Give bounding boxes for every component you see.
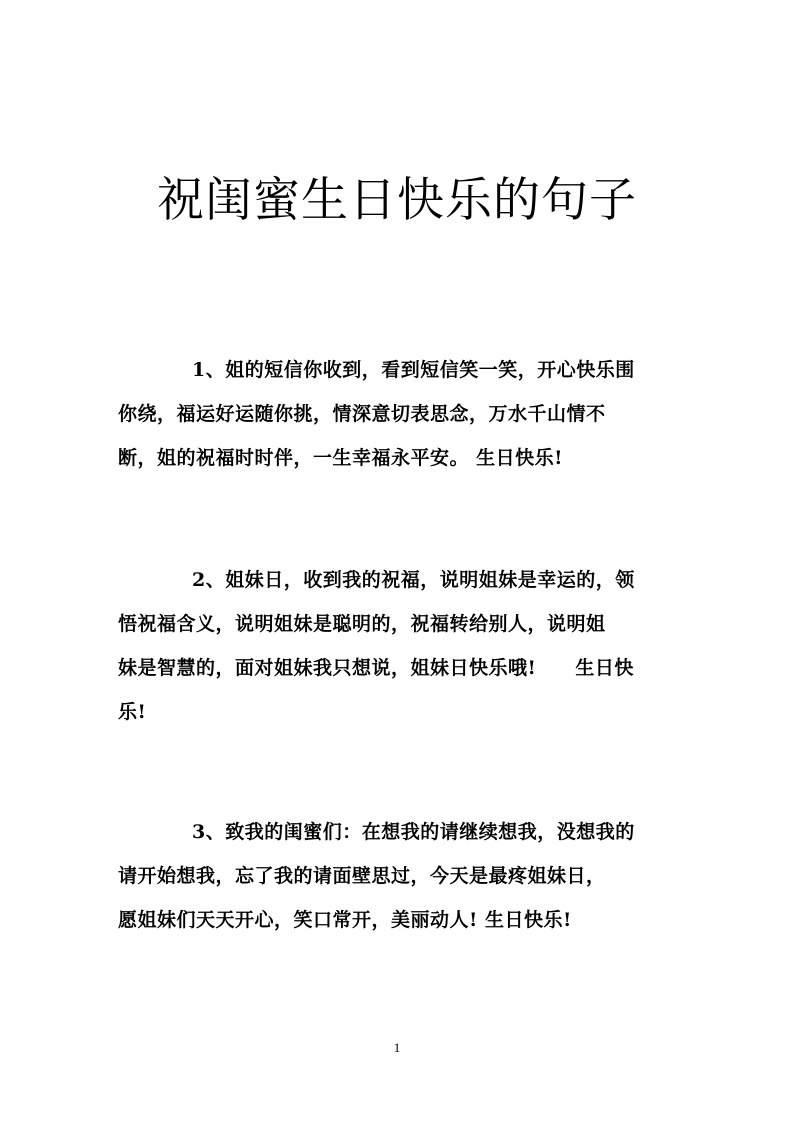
page-number: 1	[393, 1040, 401, 1055]
paragraph-1	[118, 348, 678, 480]
paragraph-line: 愿姐妹们天天开心，笑口常开，美丽动人! 生日快乐!	[118, 909, 572, 931]
document-title: 祝闺蜜生日快乐的句子	[157, 173, 637, 229]
paragraph-line: 3、致我的闺蜜们：在想我的请继续想我，没想我的	[192, 821, 635, 843]
paragraph-3	[118, 810, 678, 942]
paragraph-line: 1、姐的短信你收到，看到短信笑一笑，开心快乐围	[192, 359, 635, 381]
paragraph-line: 2、姐妹日，收到我的祝福，说明姐妹是幸运的，领	[192, 569, 635, 591]
paragraph-line: 请开始想我，忘了我的请面壁思过，今天是最疼姐妹日，	[118, 865, 606, 887]
paragraph-line: 悟祝福含义，说明姐妹是聪明的，祝福转给别人，说明姐	[118, 613, 606, 635]
paragraph-line: 妹是智慧的，面对姐妹我只想说，姐妹日快乐哦! 生日快	[118, 657, 634, 679]
paragraph-2	[118, 558, 678, 734]
paragraph-line: 你绕，福运好运随你挑，情深意切表思念，万水千山情不	[118, 403, 606, 425]
paragraph-line: 断，姐的祝福时时伴，一生幸福永平安。 生日快乐!	[118, 447, 563, 469]
paragraph-line: 乐!	[118, 701, 147, 723]
